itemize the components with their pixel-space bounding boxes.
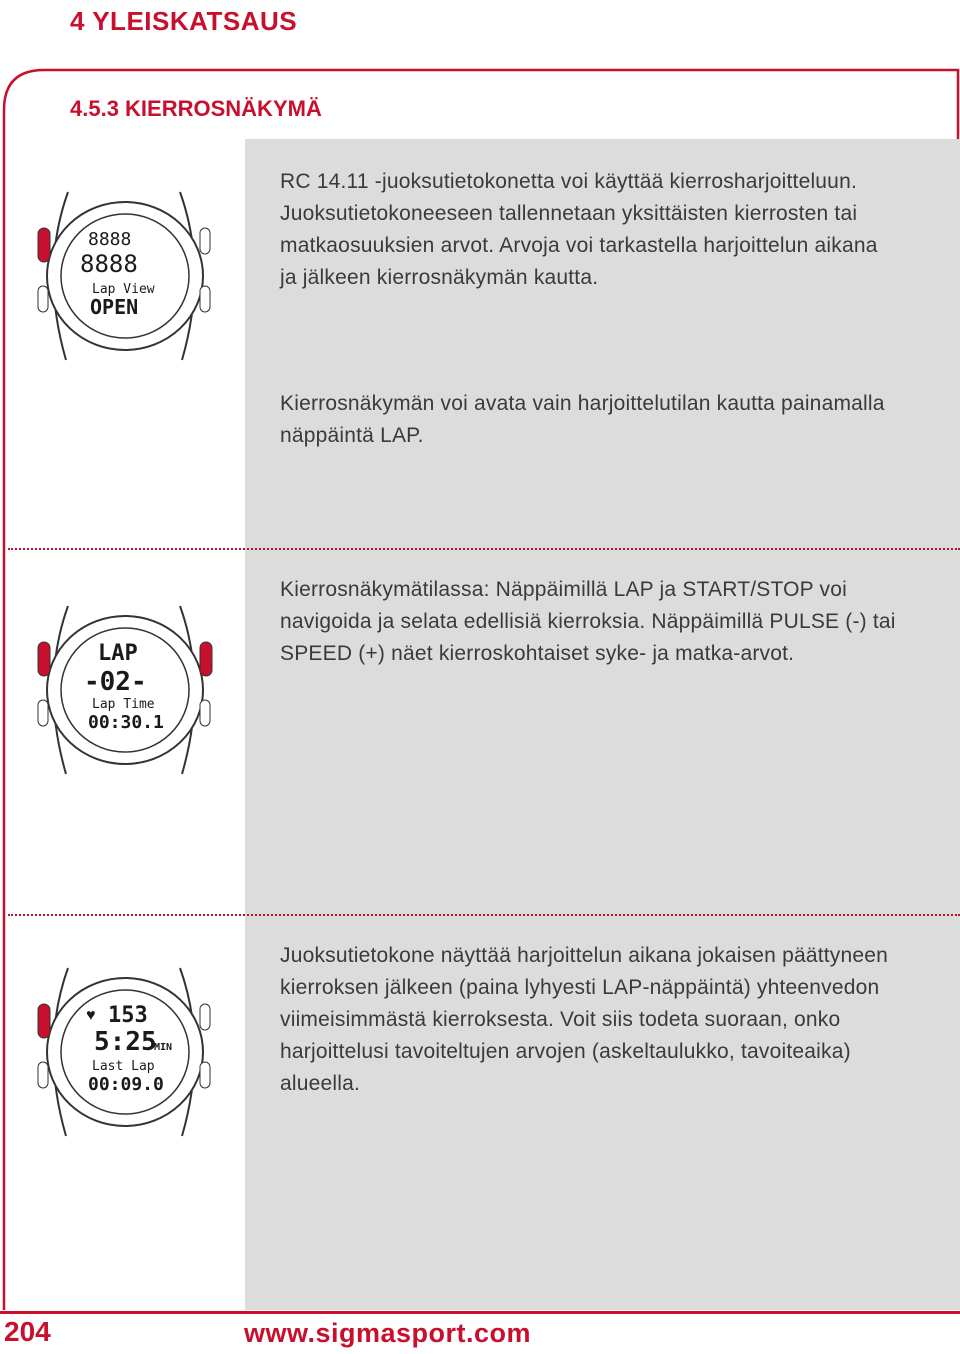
watch-illustration (30, 604, 220, 776)
heart-icon: ♥ (86, 1007, 96, 1024)
footer-rule (0, 1311, 960, 1314)
section-divider (8, 548, 960, 550)
section-title: 4.5.3 KIERROSNÄKYMÄ (70, 96, 322, 121)
paragraph: Kierrosnäkymän voi avata vain harjoittelutilan kautta painamalla näppäintä LAP. (280, 392, 885, 447)
watch-line3: Lap Time (92, 697, 155, 712)
watch-line4: 00:30.1 (88, 712, 164, 733)
svg-text:8888: 8888 (80, 250, 138, 278)
page-number: 204 (4, 1316, 51, 1347)
watch-line2: -02- (84, 667, 147, 697)
watch-line2: 5:25 (94, 1027, 157, 1057)
watch-line1: 153 (108, 1003, 148, 1028)
section-divider (8, 914, 960, 916)
watch-line1: LAP (98, 641, 138, 666)
website-link[interactable]: www.sigmasport.com (244, 1318, 532, 1348)
watch-line2: OPEN (90, 295, 139, 319)
watch-line4: 00:09.0 (88, 1074, 164, 1095)
svg-text:8888: 8888 (88, 229, 132, 250)
watch-unit: MIN (154, 1042, 173, 1053)
paragraph: Kierrosnäkymätilassa: Näppäimillä LAP ja START/STOP voi navigoida ja selata edellisiä kierroksia. Näppäimillä PULSE (-) tai SPEED (+) näet kierroskohtaiset syke- ja matka-arvot. (280, 578, 896, 665)
watch-illustration (30, 190, 220, 362)
paragraph: RC 14.11 -juoksutietokonetta voi käyttää kierrosharjoitteluun. Juoksutietokoneeseen tallennetaan yksittäisten kierrosten tai matkaosuuksien arvot. Arvoja voi tarkastella harjoittelun aikana ja jälkeen kierrosnäkymän kautta. (280, 170, 878, 289)
watch-line3: Last Lap (92, 1059, 155, 1074)
chapter-title: 4 YLEISKATSAUS (70, 6, 298, 36)
text-panel (245, 139, 960, 1310)
watch-line1: Lap View (92, 282, 155, 297)
paragraph: Juoksutietokone näyttää harjoittelun aikana jokaisen päättyneen kierroksen jälkeen (paina lyhyesti LAP-näppäintä) yhteenvedon viimeisimmästä kierroksesta. Voit siis todeta suoraan, onko harjoittelusi tavoiteltujen arvojen (askeltaulukko, tavoiteaika) alueella. (280, 944, 889, 1095)
watch-illustration (30, 966, 220, 1138)
